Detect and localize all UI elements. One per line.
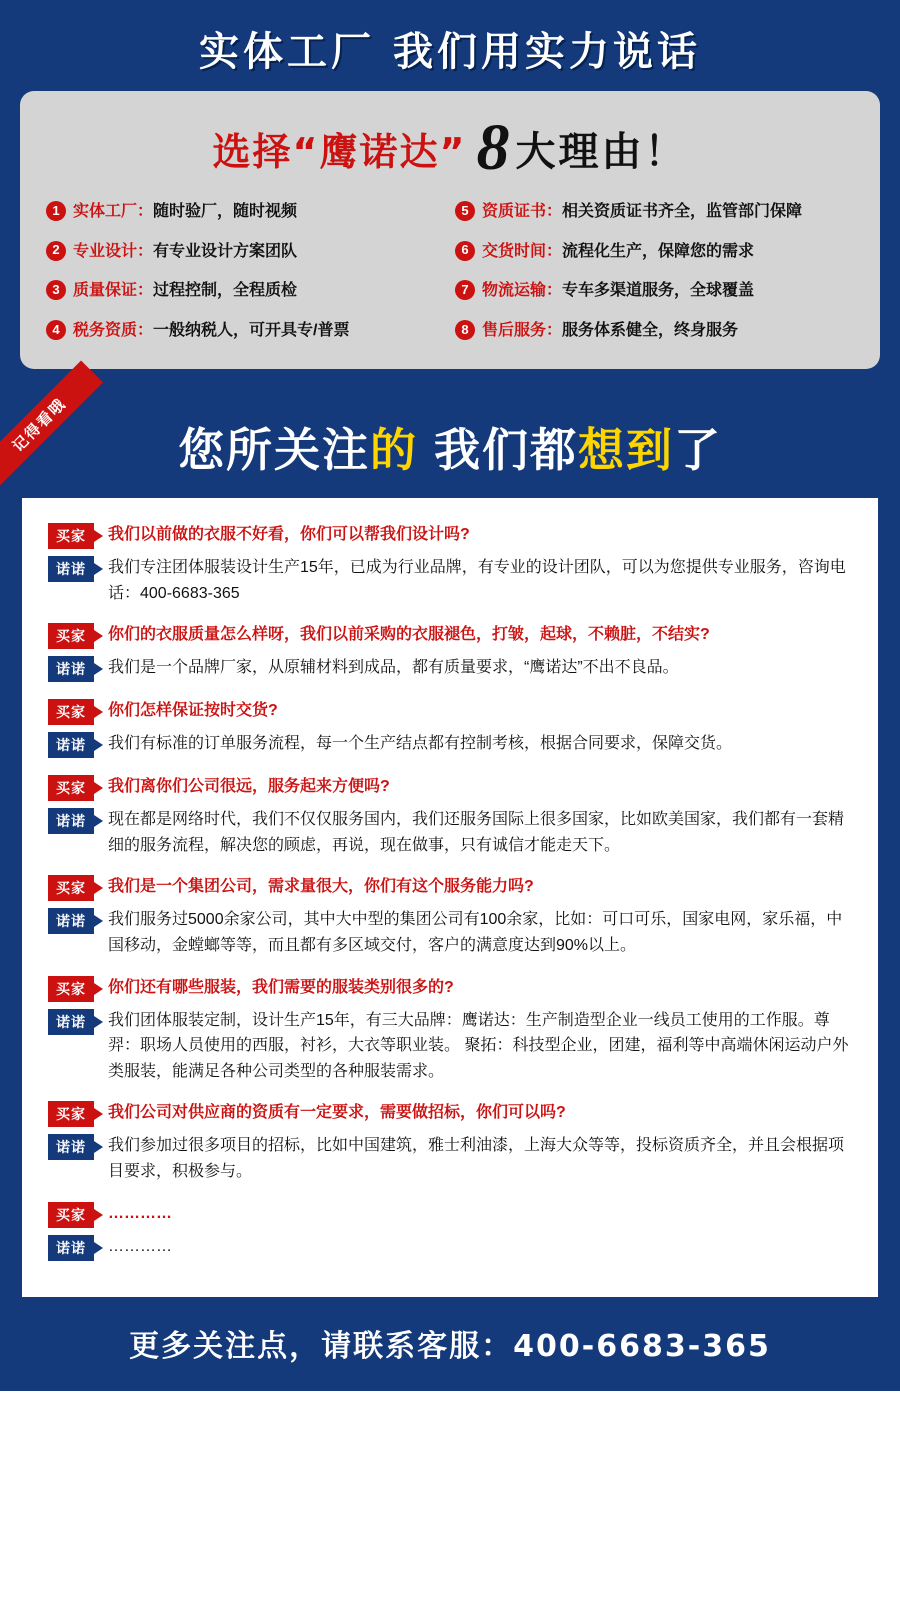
seller-tag: 诺诺: [48, 808, 94, 834]
reason-key: 税务资质：: [73, 321, 154, 339]
reasons-section: [0, 0, 900, 391]
reason-value: 流程化生产，保障您的需求: [562, 242, 755, 260]
faq-question: 你们还有哪些服装，我们需要的服装类别很多的?: [108, 978, 454, 996]
reasons-grid: [46, 199, 854, 343]
faq-answer: 我们服务过5000余家公司，其中大中型的集团公司有100余家，比如：可口可乐，国家电网，家乐福，中国移动，金螳螂等等，而且都有多区域交付，客户的满意度达到90%以上。: [108, 911, 843, 954]
reason-value: 专车多渠道服务，全球覆盖: [562, 282, 755, 300]
reason-number-badge: 5: [455, 201, 475, 221]
faq-answer: 我们专注团体服装设计生产15年，已成为行业品牌，有专业的设计团队，可以为您提供专业服务，咨询电话：400-6683-365: [108, 558, 846, 602]
faq-question: 你们的衣服质量怎么样呀，我们以前采购的衣服褪色，打皱，起球，不赖脏，不结实?: [108, 626, 710, 644]
buyer-tag: 买家: [48, 699, 94, 725]
contact-footer: 更多关注点，请联系客服：400-6683-365: [129, 1328, 771, 1364]
seller-tag: 诺诺: [48, 1009, 94, 1035]
faq-title-part-1: 您所关注: [178, 423, 370, 478]
faq-title: [0, 391, 900, 498]
faq-item: [48, 975, 852, 1085]
faq-answer-row: [48, 1133, 852, 1184]
faq-item: [48, 1100, 852, 1184]
faq-question: 我们是一个集团公司，需求量很大，你们有这个服务能力吗?: [108, 878, 534, 896]
seller-tag: 诺诺: [48, 732, 94, 758]
reason-number-badge: 4: [46, 320, 66, 340]
seller-tag: 诺诺: [48, 656, 94, 682]
faq-card: [22, 498, 878, 1297]
reason-value: 一般纳税人，可开具专/普票: [153, 321, 350, 339]
faq-title-part-3: 我们都: [434, 423, 578, 478]
faq-answer-row: [48, 655, 852, 682]
faq-answer-row: [48, 731, 852, 758]
headline-number: 8: [476, 111, 510, 184]
headline-prefix: 选择“鹰诺达”: [212, 129, 467, 174]
faq-item: [48, 874, 852, 958]
buyer-tag: 买家: [48, 623, 94, 649]
reason-number-badge: 7: [455, 280, 475, 300]
reason-value: 过程控制，全程质检: [153, 282, 298, 300]
faq-question: …………: [108, 1204, 172, 1222]
reason-item: [455, 278, 854, 304]
reason-value: 服务体系健全，终身服务: [562, 321, 739, 339]
faq-title-part-5: 了: [674, 423, 722, 478]
reason-item: [455, 239, 854, 265]
reason-item: [455, 318, 854, 344]
faq-item: [48, 1201, 852, 1261]
faq-answer: 现在都是网络时代，我们不仅仅服务国内，我们还服务国际上很多国家，比如欧美国家，我们都有一套精细的服务流程，解决您的顾虑，再说，现在做事，只有诚信才能走天下。: [108, 811, 845, 854]
reason-key: 资质证书：: [482, 203, 563, 220]
reason-item: [46, 239, 445, 265]
faq-answer: 我们团体服装定制，设计生产15年，有三大品牌：鹰诺达：生产制造型企业一线员工使用的工作服。尊羿：职场人员使用的西服，衬衫，大衣等职业装。 聚拓：科技型企业，团建，福利等中高端休闲运动户外类服装，能满足各种公司类型的各种服装需求。: [108, 1011, 849, 1080]
reason-number-badge: 1: [46, 201, 66, 221]
faq-title-part-2: 的: [370, 423, 418, 478]
reason-number-badge: 6: [455, 241, 475, 261]
buyer-tag: 买家: [48, 976, 94, 1002]
banner-title: 实体工厂 我们用实力说话: [199, 29, 701, 75]
faq-question: 我们公司对供应商的资质有一定要求，需要做招标，你们可以吗?: [108, 1104, 566, 1122]
reason-number-badge: 3: [46, 280, 66, 300]
faq-question-row: [48, 975, 852, 1002]
reason-number-badge: 8: [455, 320, 475, 340]
reason-value: 相关资质证书齐全，监管部门保障: [562, 203, 803, 220]
buyer-tag: 买家: [48, 523, 94, 549]
faq-question-row: [48, 1201, 852, 1228]
faq-answer: …………: [108, 1237, 172, 1255]
faq-section: [0, 391, 900, 1390]
reason-item: [46, 278, 445, 304]
faq-answer-row: [48, 1008, 852, 1085]
reason-number-badge: 2: [46, 241, 66, 261]
reason-key: 质量保证：: [73, 282, 154, 300]
faq-question-row: [48, 774, 852, 801]
seller-tag: 诺诺: [48, 1134, 94, 1160]
reason-key: 物流运输：: [482, 282, 563, 300]
reason-key: 交货时间：: [482, 242, 563, 260]
buyer-tag: 买家: [48, 875, 94, 901]
faq-question: 你们怎样保证按时交货?: [108, 702, 278, 720]
reason-item: [46, 199, 445, 225]
buyer-tag: 买家: [48, 1202, 94, 1228]
reasons-card: [20, 91, 880, 369]
reason-value: 有专业设计方案团队: [153, 242, 298, 260]
reason-item: [46, 318, 445, 344]
faq-answer: 我们是一个品牌厂家，从原辅材料到成品，都有质量要求，“鹰诺达”不出不良品。: [108, 659, 679, 677]
faq-answer: 我们参加过很多项目的招标，比如中国建筑，雅士利油漆，上海大众等等，投标资质齐全，并且会根据项目要求，积极参与。: [108, 1137, 845, 1180]
faq-answer: 我们有标准的订单服务流程，每一个生产结点都有控制考核，根据合同要求，保障交货。: [108, 735, 733, 753]
faq-answer-row: [48, 807, 852, 858]
faq-title-part-4: 想到: [578, 423, 674, 478]
corner-ribbon: 记得看哦: [0, 361, 103, 489]
faq-question: 我们离你们公司很远，服务起来方便吗?: [108, 778, 390, 796]
faq-question-row: [48, 874, 852, 901]
faq-answer-row: [48, 1234, 852, 1261]
faq-answer-row: [48, 555, 852, 606]
faq-question-row: [48, 622, 852, 649]
seller-tag: 诺诺: [48, 908, 94, 934]
faq-item: [48, 622, 852, 682]
seller-tag: 诺诺: [48, 556, 94, 582]
seller-tag: 诺诺: [48, 1235, 94, 1261]
faq-item: [48, 774, 852, 858]
buyer-tag: 买家: [48, 775, 94, 801]
faq-question-row: [48, 698, 852, 725]
reason-key: 专业设计：: [73, 242, 154, 260]
faq-question: 我们以前做的衣服不好看，你们可以帮我们设计吗?: [108, 525, 470, 543]
faq-question-row: [48, 1100, 852, 1127]
buyer-tag: 买家: [48, 1101, 94, 1127]
reason-key: 售后服务：: [482, 321, 563, 339]
faq-item: [48, 698, 852, 758]
reasons-headline: [46, 111, 854, 199]
reason-key: 实体工厂：: [73, 203, 154, 220]
reason-item: [455, 199, 854, 225]
faq-answer-row: [48, 907, 852, 958]
faq-question-row: [48, 522, 852, 549]
headline-suffix: 大理由！: [515, 128, 688, 175]
reason-value: 随时验厂，随时视频: [153, 203, 298, 220]
faq-item: [48, 522, 852, 606]
